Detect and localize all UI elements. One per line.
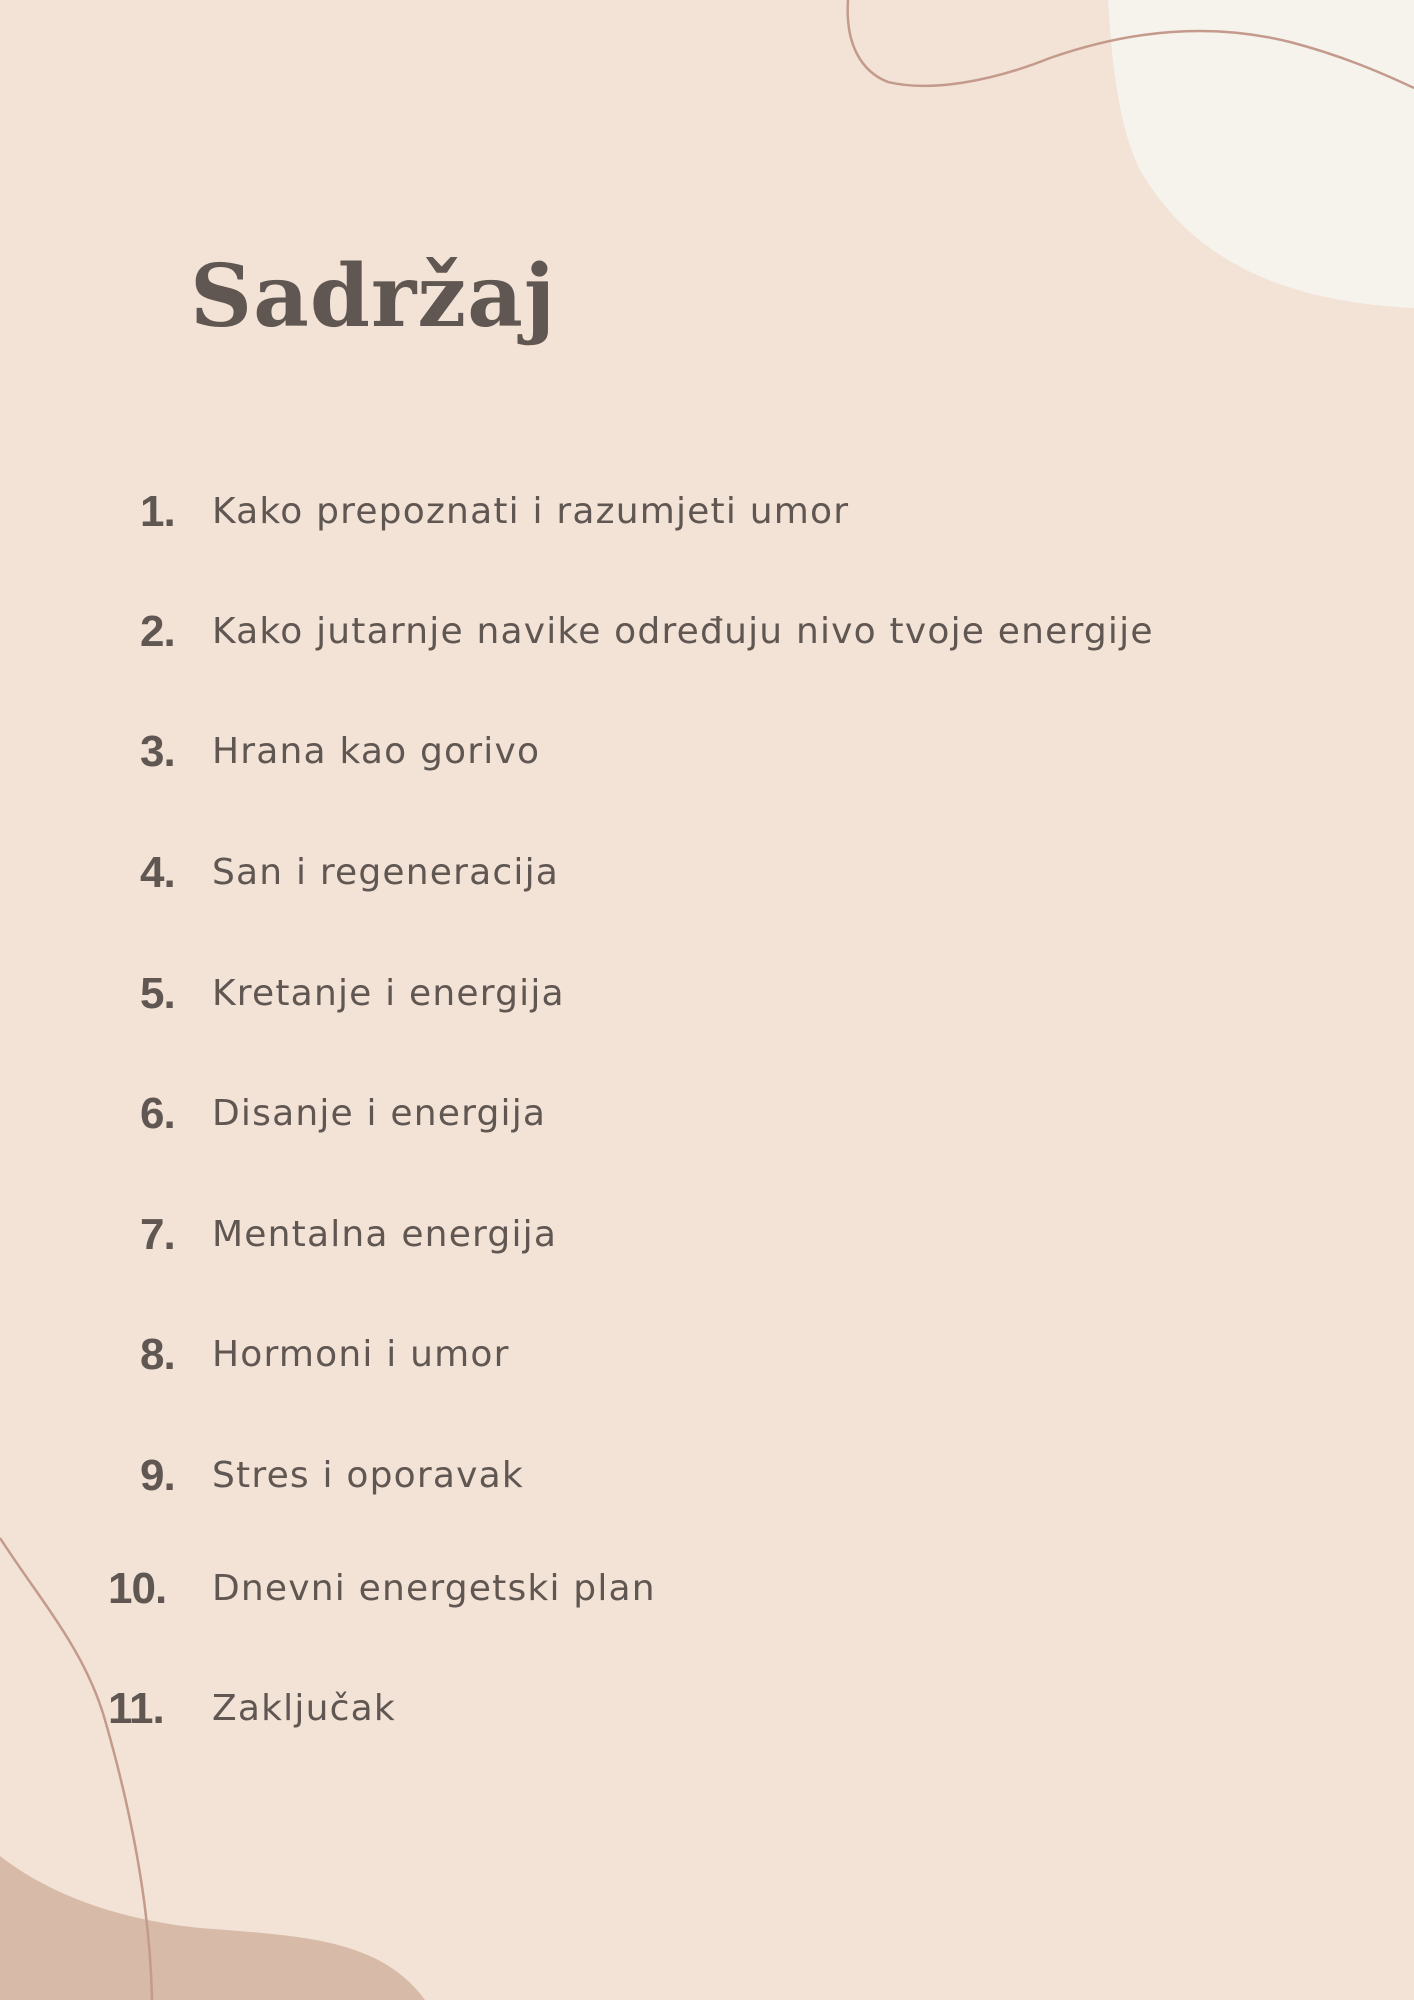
toc-item[interactable]	[0, 1084, 1414, 1144]
toc-item-number: 3.	[140, 727, 175, 776]
toc-item-number: 2.	[140, 607, 175, 656]
toc-item[interactable]	[0, 722, 1414, 782]
toc-item-number: 11.	[108, 1684, 164, 1733]
toc-item-number: 8.	[140, 1330, 175, 1379]
toc-item-label: Mentalna energija	[212, 1214, 558, 1255]
toc-item[interactable]	[0, 482, 1414, 542]
toc-item-label: Stres i oporavak	[212, 1455, 524, 1496]
toc-item-label: Dnevni energetski plan	[212, 1568, 656, 1609]
toc-item-number: 10.	[108, 1564, 167, 1613]
toc-item[interactable]	[0, 1325, 1414, 1385]
toc-item-number: 5.	[140, 969, 175, 1018]
toc-item[interactable]	[0, 964, 1414, 1024]
toc-item-label: San i regeneracija	[212, 852, 560, 893]
toc-item[interactable]	[0, 1559, 1414, 1619]
toc-item-number: 7.	[140, 1210, 175, 1259]
toc-item-number: 1.	[140, 487, 175, 536]
toc-item[interactable]	[0, 843, 1414, 903]
toc-item-label: Hrana kao gorivo	[212, 731, 541, 772]
toc-item-label: Disanje i energija	[212, 1093, 547, 1134]
toc-item-label: Hormoni i umor	[212, 1334, 510, 1375]
toc-item-number: 6.	[140, 1089, 175, 1138]
toc-item-label: Kako prepoznati i razumjeti umor	[212, 491, 850, 532]
toc-item-label: Zaključak	[212, 1688, 396, 1729]
toc-item-number: 9.	[140, 1451, 175, 1500]
toc-item-number: 4.	[140, 848, 175, 897]
page-title: Sadržaj	[190, 246, 556, 347]
toc-item-label: Kako jutarnje navike određuju nivo tvoje energije	[212, 611, 1154, 652]
toc-item[interactable]	[0, 1205, 1414, 1265]
toc-item[interactable]	[0, 1446, 1414, 1506]
toc-item[interactable]	[0, 602, 1414, 662]
toc-item[interactable]	[0, 1679, 1414, 1739]
toc-item-label: Kretanje i energija	[212, 973, 565, 1014]
